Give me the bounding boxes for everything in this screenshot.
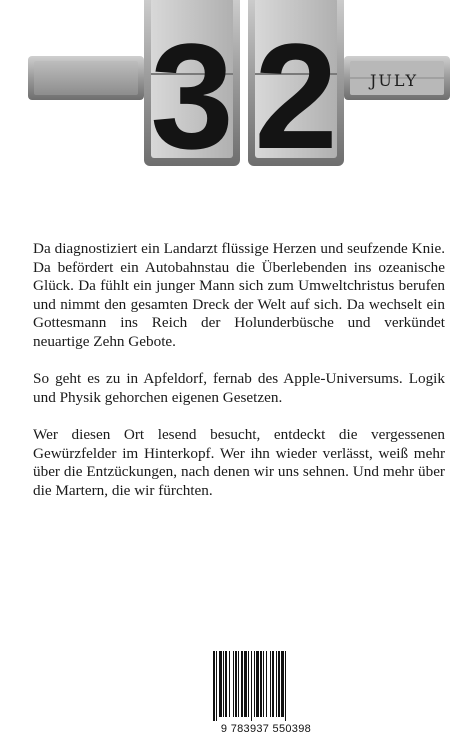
barcode-bar (263, 651, 264, 717)
barcode-bar (278, 651, 280, 717)
back-cover-blurb (33, 240, 445, 519)
calendar-card-right (248, 0, 344, 170)
calendar-month: JULY (369, 71, 419, 90)
calendar-card-left (144, 0, 240, 170)
barcode-bar (238, 651, 239, 717)
blurb-paragraph: Wer diesen Ort lesend besucht, entdeckt die vergessenen Gewürzfelder im Hinterkopf. Wer ihn wieder verlässt, weiß mehr über die Entzückungen, nach denen wir uns sehnen. Und mehr über die Martern, die wir fürchten. (33, 425, 445, 499)
barcode-bars (207, 649, 325, 721)
barcode-bar (233, 651, 234, 717)
barcode-bar (276, 651, 277, 717)
barcode-bar (216, 651, 217, 721)
barcode-bar (241, 651, 243, 717)
barcode-bar (254, 651, 255, 717)
calendar-digit-left: 3 (150, 12, 234, 170)
barcode-bar (281, 651, 284, 717)
barcode-bar (244, 651, 247, 717)
barcode-bar (272, 651, 274, 717)
barcode-bar (213, 651, 215, 721)
barcode-bar (229, 651, 230, 717)
barcode-bar (235, 651, 237, 717)
barcode-bar (260, 651, 262, 717)
calendar-month-tab (344, 56, 450, 100)
barcode-bar (285, 651, 286, 721)
barcode-bar (225, 651, 227, 717)
barcode-bar (248, 651, 249, 717)
calendar-left-tab (28, 56, 144, 100)
barcode-bar (270, 651, 271, 717)
calendar-photo (0, 0, 474, 170)
barcode-bar (219, 651, 222, 717)
calendar-digit-right: 2 (254, 12, 338, 170)
isbn-number: 9 783937 550398 (220, 723, 312, 735)
barcode-bar (256, 651, 259, 717)
barcode-bar (266, 651, 267, 717)
blurb-paragraph: Da diagnostiziert ein Landarzt flüssige Herzen und seufzende Knie. Da befördert ein Autobahnstau die Überlebenden ins ozeanische Glück. Da fühlt ein junger Mann sich zum Umweltchristus berufen und nimmt den gesamten Dreck der Welt auf sich. Da wechselt ein Gottesmann ins Reich der Holunderbüsche und verkündet neuartige Zehn Gebote. (33, 240, 445, 350)
blurb-paragraph: So geht es zu in Apfeldorf, fernab des Apple-Universums. Logik und Physik gehorchen eigenen Gesetzen. (33, 370, 445, 406)
barcode-bar (223, 651, 224, 717)
barcode-bar (251, 651, 252, 721)
